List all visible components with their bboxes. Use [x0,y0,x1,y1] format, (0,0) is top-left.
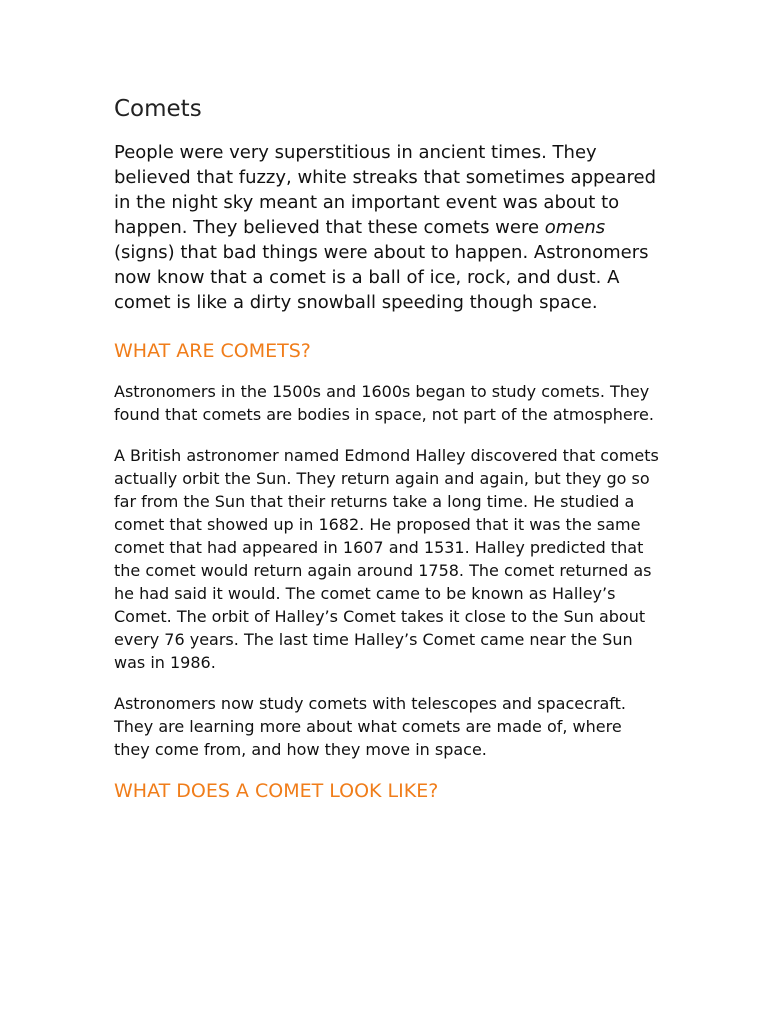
section-heading-what-are-comets: WHAT ARE COMETS? [114,340,311,362]
body-paragraph: Astronomers now study comets with telescopes and spacecraft. They are learning more about what comets are made of, where they come from, and how they move in space. [114,694,626,759]
body-paragraph: Astronomers in the 1500s and 1600s began to study comets. They found that comets are bodies in space, not part of the atmosphere. [114,382,654,424]
intro-text-before: People were very superstitious in ancient times. They believed that fuzzy, white streaks that sometimes appeared in the night sky meant an important event was about to happen. They believed that these comets were [114,142,657,238]
page-title: Comets [114,96,202,122]
intro-emphasis: omens [544,217,606,238]
intro-paragraph [114,140,659,315]
body-paragraph: A British astronomer named Edmond Halley discovered that comets actually orbit the Sun. They return again and again, but they go so far from the Sun that their returns take a long time. He studied a comet that showed up in 1682. He proposed that it was the same comet that had appeared in 1607 and 1531. Halley predicted that the comet would return again around 1758. The comet returned as he had said it would. The comet came to be known as Halley’s Comet. The orbit of Halley’s Comet takes it close to the Sun about every 76 years. The last time Halley’s Comet came near the Sun was in 1986. [114,446,659,672]
section-heading-what-does-a-comet-look-like: WHAT DOES A COMET LOOK LIKE? [114,780,439,802]
document-page [114,92,659,805]
intro-text-after: (signs) that bad things were about to happen. Astronomers now know that a comet is a ball of ice, rock, and dust. A comet is like a dirty snowball speeding though space. [114,242,649,313]
